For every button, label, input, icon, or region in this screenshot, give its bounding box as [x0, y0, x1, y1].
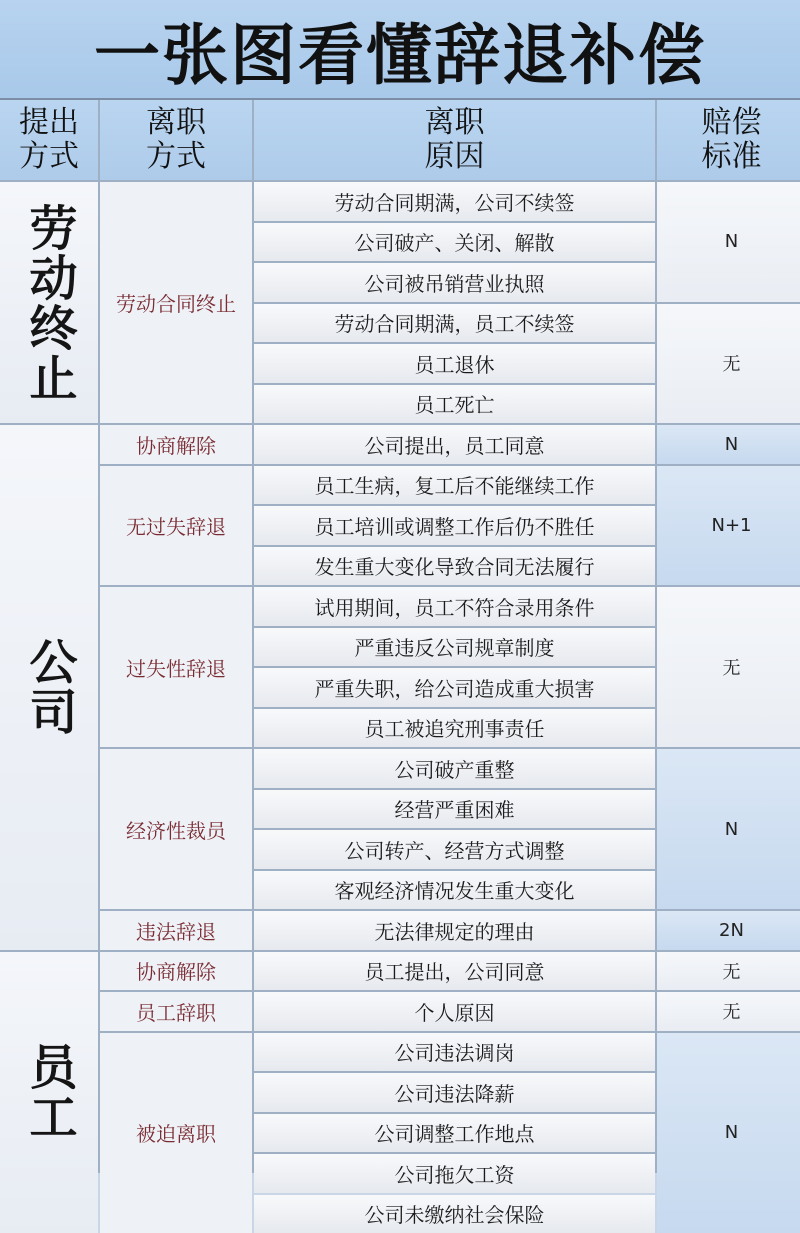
reason-cell: 公司破产重整: [254, 749, 655, 788]
method-cell: 经济性裁员: [100, 749, 252, 909]
reason-cell: 公司违法降薪: [254, 1073, 655, 1112]
reason-cell: 试用期间，员工不符合录用条件: [254, 587, 655, 626]
compensation-cell: 2N: [657, 911, 800, 950]
method-cell: 被迫离职: [100, 1033, 252, 1233]
page-title: 一张图看懂辞退补偿: [0, 0, 800, 100]
method-cell: 员工辞职: [100, 992, 252, 1031]
header-proposer: 提出 方式: [0, 100, 98, 180]
reason-cell: 严重违反公司规章制度: [254, 628, 655, 667]
reason-cell: 公司未缴纳社会保险: [254, 1195, 655, 1233]
reason-cell: 公司拖欠工资: [254, 1154, 655, 1193]
method-cell: 协商解除: [100, 952, 252, 991]
method-cell: 无过失辞退: [100, 466, 252, 586]
method-cell: 劳动合同终止: [100, 182, 252, 423]
reason-cell: 员工退休: [254, 344, 655, 383]
reason-cell: 公司破产、关闭、解散: [254, 223, 655, 262]
reason-cell: 严重失职，给公司造成重大损害: [254, 668, 655, 707]
compensation-cell: 无: [657, 992, 800, 1031]
reason-cell: 员工培训或调整工作后仍不胜任: [254, 506, 655, 545]
reason-cell: 劳动合同期满，公司不续签: [254, 182, 655, 221]
compensation-cell: N: [657, 749, 800, 909]
reason-cell: 客观经济情况发生重大变化: [254, 871, 655, 910]
reason-cell: 公司违法调岗: [254, 1033, 655, 1072]
method-cell: 违法辞退: [100, 911, 252, 950]
compensation-cell: 无: [657, 304, 800, 424]
reason-cell: 员工提出，公司同意: [254, 952, 655, 991]
compensation-cell: N: [657, 1033, 800, 1233]
header-reason: 离职 原因: [254, 100, 655, 180]
reason-cell: 经营严重困难: [254, 790, 655, 829]
compensation-cell: N: [657, 425, 800, 464]
reason-cell: 员工死亡: [254, 385, 655, 424]
reason-cell: 公司提出，员工同意: [254, 425, 655, 464]
reason-cell: 公司转产、经营方式调整: [254, 830, 655, 869]
method-cell: 过失性辞退: [100, 587, 252, 747]
header-compensation: 赔偿 标准: [657, 100, 800, 180]
reason-cell: 无法律规定的理由: [254, 911, 655, 950]
reason-cell: 个人原因: [254, 992, 655, 1031]
reason-cell: 劳动合同期满，员工不续签: [254, 304, 655, 343]
compensation-cell: N+1: [657, 466, 800, 586]
group-cell: 公司: [0, 425, 98, 950]
reason-cell: 员工生病，复工后不能继续工作: [254, 466, 655, 505]
reason-cell: 公司调整工作地点: [254, 1114, 655, 1153]
group-cell: 员工: [0, 952, 98, 1233]
header-method: 离职 方式: [100, 100, 252, 180]
reason-cell: 员工被追究刑事责任: [254, 709, 655, 748]
reason-cell: 公司被吊销营业执照: [254, 263, 655, 302]
compensation-cell: 无: [657, 952, 800, 991]
compensation-cell: N: [657, 182, 800, 302]
reason-cell: 发生重大变化导致合同无法履行: [254, 547, 655, 586]
compensation-table: [0, 100, 800, 1173]
method-cell: 协商解除: [100, 425, 252, 464]
compensation-cell: 无: [657, 587, 800, 747]
group-cell: 劳动终止: [0, 182, 98, 423]
